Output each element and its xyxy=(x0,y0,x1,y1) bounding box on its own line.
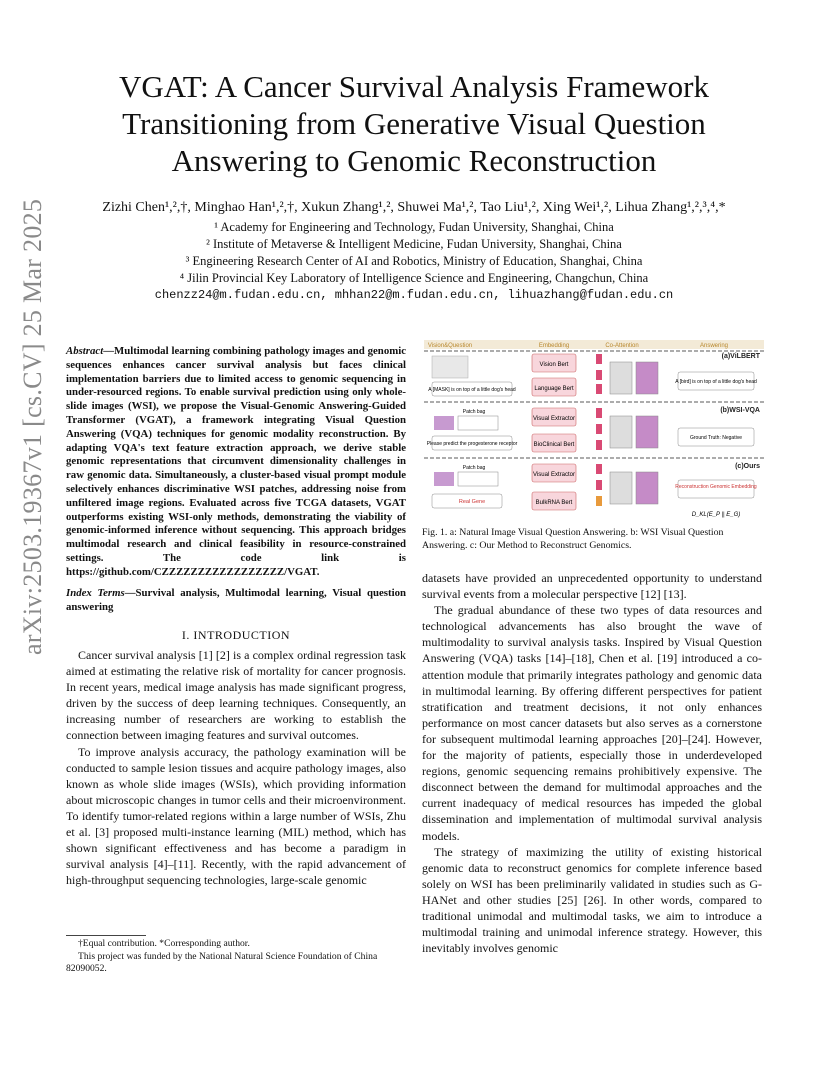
k-token xyxy=(596,370,602,380)
answer-text-b: Ground Truth: Negative xyxy=(690,435,742,441)
affiliation-4: ⁴ Jilin Provincial Key Laboratory of Intelligence Science and Engineering, Changchun, China xyxy=(179,271,649,285)
section-heading: I. INTRODUCTION xyxy=(181,628,291,642)
question-text-a: A [MASK] is on top of a little dog's head xyxy=(428,387,516,393)
language-bert-label: Language Bert xyxy=(534,386,574,392)
paper-title: VGAT: A Cancer Survival Analysis Framework Transitioning from Generative Visual Question Answering to Genomic Reconstruction xyxy=(119,69,709,178)
real-gene-label: Real Gene xyxy=(458,499,486,505)
v-token xyxy=(596,408,602,418)
k-token xyxy=(596,424,602,434)
abstract-text: —Multimodal learning combining pathology images and genomic sequences enhances cancer survival analysis but faces clinical implementation barriers due to limited access to genomic sequencing in under-resourced regions. To enable survival prediction using only whole-slide images (WSI), we propose the Visual-Genomic Answering-Guided Transformer (VGAT), a framework integrating Visual Question Answering (VQA) techniques for genomic modality reconstruction. By adapting VQA's text feature extraction approach, we derive stable genomic representations that circumvent dimensionality challenges in raw genomic data. Simultaneously, a cluster-based visual prompt module selectively enhances discriminative WSI patches, addressing noise from unfiltered image regions. Evaluated across five TCGA datasets, VGAT outperforms existing WSI-only methods, demonstrating the viability of genomic-informed inference without sequencing. This approach bridges multimodal research and clinical feasibility in resource-constrained settings. The code link is https://github.com/CZZZZZZZZZZZZZZZZZ/VGAT. xyxy=(66,345,406,578)
paragraph: The strategy of maximizing the utility of existing historical genomic data to reconstruct genomics for complete inference based solely on WSI has been preliminarily validated in studies such as G-HANet and other studies [25] [26]. In other words, compared to traditional unimodal and multimodal tasks, we aim to introduce a multimodal training and unimodal inference strategy. However, this inevitably involves genomic xyxy=(422,844,762,956)
patch-bag-c xyxy=(458,472,498,486)
co-attention-output xyxy=(636,416,658,448)
natural-image-thumbnail xyxy=(432,356,468,378)
right-column-body xyxy=(422,570,762,956)
co-attention-output xyxy=(636,362,658,394)
kl-loss-label: D_KL(E_P || E_G) xyxy=(691,512,741,518)
figure-caption: Fig. 1. a: Natural Image Visual Question Answering. b: WSI Visual Question Answering. c: Our Method to Reconstruct Genomics. xyxy=(422,527,724,551)
abstract-label: Abstract xyxy=(66,345,104,357)
vision-bert-label: Vision Bert xyxy=(539,362,569,368)
q-token xyxy=(596,496,602,506)
visual-extractor-b-label: Visual Extractor xyxy=(533,416,575,422)
q-token xyxy=(596,384,602,394)
header-embedding: Embedding xyxy=(538,343,570,349)
patch-bag-label-c: Patch bag xyxy=(462,465,486,471)
paragraph: The gradual abundance of these two types of data resources and technological advancements has also brought the wave of multimodality to survival analysis tasks. Inspired by Visual Question Answering (VQA) tasks [14]–[18], Chen et al. [19] introduced a co-attention module that primarily integrates pathology and genomic data in multimodal learning. By offering different perspectives for patient stratification and treatment decisions, it not only enhances performance on most cancer datasets but also serves as a cornerstone for subsequent multimodal learning approaches [20]–[24]. However, for the majority of patients, especially those in underdeveloped regions, genomic sequencing remains prohibitively expensive. The disconnect between the demand for multimodal approaches and the current inadequacy of medical resources has impeded the global dissemination and implementation of multimodal survival analysis models. xyxy=(422,603,762,843)
visual-extractor-c-label: Visual Extractor xyxy=(533,472,575,478)
row-label-a: (a)ViLBERT xyxy=(721,353,760,360)
paragraph: datasets have provided an unprecedented opportunity to understand survival events from a molecular perspective [12] [13]. xyxy=(422,571,762,602)
patch-bag-b xyxy=(458,416,498,430)
question-text-b: Please predict the progesterone receptor xyxy=(426,441,518,447)
header-answering: Answering xyxy=(699,343,729,349)
answer-text-a: A [bird] is on top of a little dog's head xyxy=(675,379,757,385)
footnote-2: This project was funded by the National Natural Science Foundation of China 82090052. xyxy=(66,950,378,974)
left-column-body xyxy=(66,647,406,888)
patch-bag-label-b: Patch bag xyxy=(462,409,486,415)
figure-1 xyxy=(424,340,764,523)
answer-text-c: Reconstruction Genomic Embedding xyxy=(675,484,757,490)
wsi-thumbnail-c xyxy=(434,472,454,486)
affiliation-2: ² Institute of Metaverse & Intelligent Medicine, Fudan University, Shanghai, China xyxy=(206,237,622,251)
footnote-rule xyxy=(66,935,146,936)
q-token xyxy=(596,440,602,450)
author-list: Zizhi Chen¹,²,†, Minghao Han¹,²,†, Xukun Zhang¹,², Shuwei Ma¹,², Tao Liu¹,², Xing Wei¹,², Lihua Zhang¹,²,³,⁴,* xyxy=(102,200,726,215)
figure-diagram xyxy=(424,340,764,523)
footnotes xyxy=(66,935,406,976)
header-vision-question: Vision&Question xyxy=(427,343,473,349)
co-attention-block xyxy=(610,416,632,448)
author-emails: chenzz24@m.fudan.edu.cn, mhhan22@m.fudan.edu.cn, lihuazhang@fudan.edu.cn xyxy=(154,288,674,302)
co-attention-output xyxy=(636,472,658,504)
k-token xyxy=(596,480,602,490)
index-terms-label: Index Terms xyxy=(66,587,125,599)
header-co-attention: Co-Attention xyxy=(605,343,639,349)
affiliations xyxy=(60,219,768,287)
bulkrna-bert-label: BulkRNA Bert xyxy=(535,500,573,506)
paragraph: Cancer survival analysis [1] [2] is a complex ordinal regression task aimed at estimating the relative risk of mortality for cancer prognosis. In recent years, medical image analysis has made significant progress, driven by the success of deep learning techniques. Consequently, an increasing number of researchers are working to establish the connection between imaging features and survival outcomes. xyxy=(66,648,406,743)
footnote-1: †Equal contribution. *Corresponding author. xyxy=(78,938,250,949)
affiliation-1: ¹ Academy for Engineering and Technology, Fudan University, Shanghai, China xyxy=(214,220,614,234)
v-token xyxy=(596,354,602,364)
co-attention-block xyxy=(610,472,632,504)
wsi-thumbnail-b xyxy=(434,416,454,430)
index-terms xyxy=(66,587,406,615)
paragraph: To improve analysis accuracy, the pathology examination will be conducted to sample lesion tissues and acquire pathology images, also known as whole slide images (WSIs), which providing information about microscopic changes in tumor cells and their microenvironment. To identify tumor-related regions within a large number of WSIs, Zhu et al. [3] proposed multi-instance learning (MIL) method, which has shown significant effectiveness and has become a paradigm in survival analysis [4]–[11]. Recently, with the rapid advancement of high-throughput sequencing technologies, large-scale genomic xyxy=(66,744,406,888)
bioclinical-bert-label: BioClinical Bert xyxy=(533,442,575,448)
row-label-b: (b)WSI-VQA xyxy=(720,407,760,414)
row-label-c: (c)Ours xyxy=(735,463,760,470)
v-token xyxy=(596,464,602,474)
co-attention-block xyxy=(610,362,632,394)
arxiv-side-stamp: arXiv:2503.19367v1 [cs.CV] 25 Mar 2025 xyxy=(18,198,47,655)
affiliation-3: ³ Engineering Research Center of AI and Robotics, Ministry of Education, Shanghai, China xyxy=(185,254,643,268)
index-terms-text: —Survival analysis, Multimodal learning, Visual question answering xyxy=(66,587,406,613)
abstract xyxy=(66,345,406,580)
